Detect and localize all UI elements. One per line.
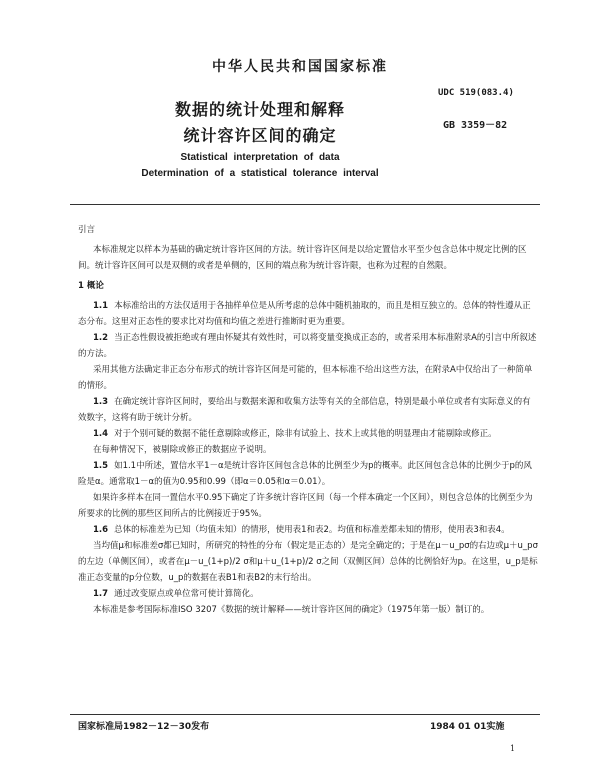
clause-1-4 [78,426,538,442]
clause-1-5 [78,458,538,490]
top-divider [70,204,540,205]
title-en-line1: Statistical interpretation of data [180,152,340,163]
intro-paragraph: 本标准规定以样本为基础的确定统计容许区间的方法。统计容许区间是以给定置信水平至少包含总体中规定比例的区间。统计容许区间可以是双侧的或者是单侧的，区间的端点称为统计容许限，也称为过程的自然限。 [78,245,527,271]
reference-paragraph: 本标准是参考国际标准ISO 3207《数据的统计解释——统计容许区间的确定》（1975年第一版）制订的。 [93,605,490,615]
implementation-date: 1984 01 01实施 [430,722,505,732]
clause-number: 1.3 [93,397,109,407]
clause-1-3 [78,394,538,426]
clause-1-1 [78,298,538,330]
intro-heading: 引言 [78,225,96,235]
clause-text: 通过改变原点或单位常可使计算简化。 [114,589,259,599]
clause-number: 1.5 [93,461,109,471]
title-cn-line2: 统计容许区间的确定 [183,126,337,145]
bottom-divider [70,714,540,715]
document-body [78,222,538,618]
title-cn-line1: 数据的统计处理和解释 [174,100,345,119]
clause-number: 1.1 [93,301,109,311]
clause-text: 对于个别可疑的数据不能任意剔除或修正，除非有试验上、技术上或其他的明显理由才能剔除或修正。 [114,429,497,439]
clause-1-5-para2: 如果许多样本在同一置信水平0.95下确定了许多统计容许区间（每一个样本确定一个区间），则包含总体的比例至少为所要求的比例的那些区间所占的比例接近于95%。 [78,493,533,519]
title-en-line2: Determination of a statistical tolerance interval [141,168,379,179]
clause-1-6 [78,522,538,538]
section-1-heading: 1 概论 [78,281,104,291]
clause-number: 1.4 [93,429,109,439]
clause-number: 1.7 [93,589,109,599]
page-number: 1 [510,744,516,753]
gb-code: GB 3359－82 [443,120,508,131]
clause-1-4-para2: 在每种情况下，被剔除或修正的数据应予说明。 [93,445,272,455]
clause-text: 当正态性假设被拒绝或有理由怀疑其有效性时，可以将变量变换成正态的，或者采用本标准附录A的引言中所叙述的方法。 [78,333,537,359]
clause-text: 本标准给出的方法仅适用于各抽样单位是从所考虑的总体中随机抽取的，而且是相互独立的。总体的特性遵从正态分布。这里对正态性的要求比对均值和均值之差进行推断时更为重要。 [78,301,531,327]
clause-text: 总体的标准差为已知（均值未知）的情形，使用表1和表2。均值和标准差都未知的情形，使用表3和表4。 [114,525,510,535]
clause-text: 在确定统计容许区间时，要给出与数据来源和收集方法等有关的全部信息，特别是最小单位或者有实际意义的有效数字，这将有助于统计分析。 [78,397,531,423]
clause-1-2-para2: 采用其他方法确定非正态分布形式的统计容许区间是可能的，但本标准不给出这些方法，在附录A中仅给出了一种简单的情形。 [78,365,533,391]
clause-text: 如1.1中所述，置信水平1－α是统计容许区间包含总体的比例至少为p的概率。此区间包含总体的比例少于p的风险是α。通常取1－α的值为0.95和0.99（即α＝0.05和α＝0.01）。 [78,461,532,487]
national-standard-header: 中华人民共和国国家标准 [212,59,388,75]
issue-date: 国家标准局1982－12－30发布 [78,722,210,732]
udc-code: UDC 519(083.4) [438,88,514,98]
clause-1-6-para2: 当均值μ和标准差σ都已知时，所研究的特性的分布（假定是正态的）是完全确定的；于是在μ－u_pσ的右边或μ＋u_pσ的左边（单侧区间），或者在μ－u_(1+p)/2 σ和μ＋u_(1+p)/2 σ之间（双侧区间）总体的比例恰好为p。在这里，u_p是标准正态变量的p分位数，u_p的数据在表B1和表B2的末行给出。 [78,541,538,583]
clause-1-7 [78,586,538,602]
clause-number: 1.6 [93,525,109,535]
clause-1-2 [78,330,538,362]
clause-number: 1.2 [93,333,109,343]
